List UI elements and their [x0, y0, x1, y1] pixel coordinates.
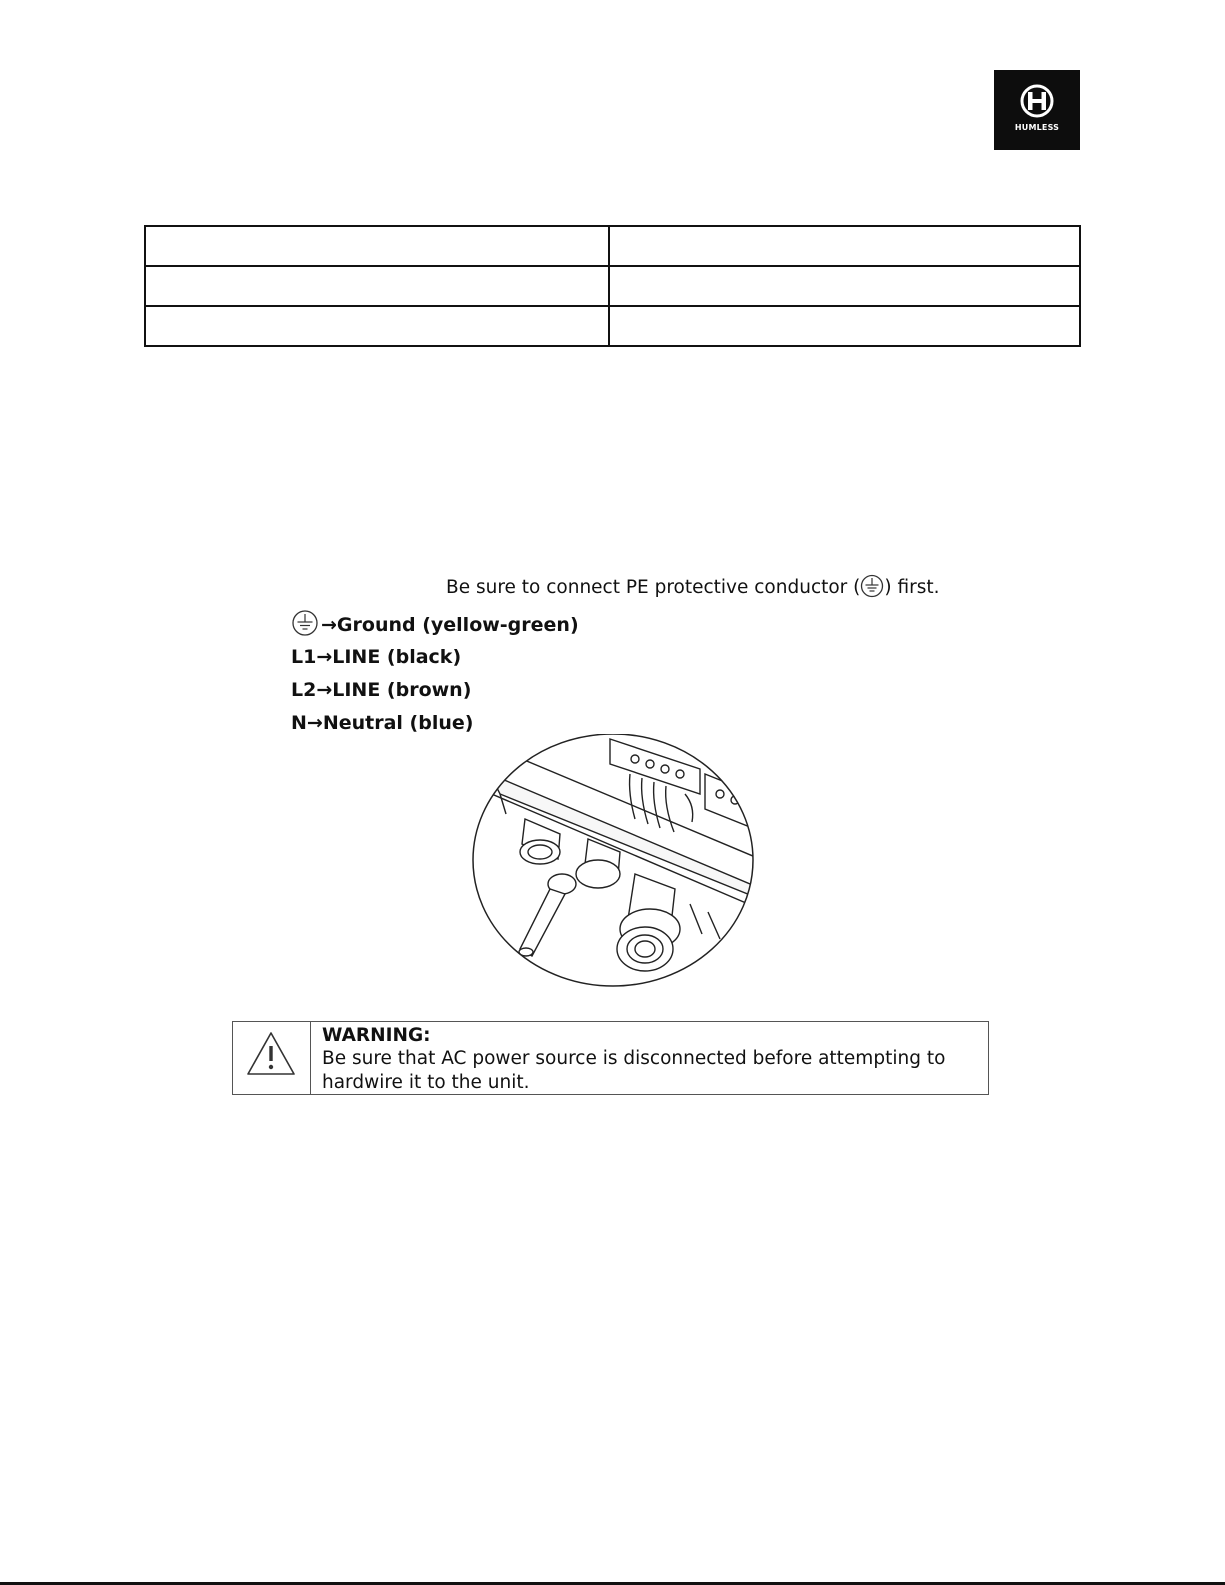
warning-title: WARNING:	[322, 1025, 431, 1046]
table-cell	[145, 226, 609, 266]
wire-l1	[291, 644, 461, 670]
warning-box	[232, 1021, 989, 1095]
wire-arrow: →	[316, 679, 333, 701]
wire-label: Ground (yellow-green)	[336, 614, 579, 636]
humless-logo	[994, 70, 1080, 150]
ground-icon	[860, 574, 884, 598]
warning-body: Be sure that AC power source is disconnected before attempting to hardwire it to the unit.	[322, 1048, 946, 1093]
wire-arrow: →	[321, 614, 337, 636]
spec-table	[144, 225, 1081, 347]
wire-arrow: →	[316, 646, 333, 668]
wiring-illustration	[470, 734, 760, 994]
wire-label: Neutral (blue)	[322, 712, 474, 734]
table-cell	[609, 226, 1080, 266]
humless-h-icon	[994, 70, 1080, 150]
logo-text: HUMLESS	[1014, 123, 1060, 132]
table-cell	[145, 266, 609, 306]
table-cell	[609, 306, 1080, 346]
table-cell	[145, 306, 609, 346]
table-cell	[609, 266, 1080, 306]
pe-instruction-text-after: ) first.	[884, 577, 940, 598]
wire-label: LINE (black)	[332, 646, 462, 668]
wire-terminal: L2	[291, 679, 317, 701]
warning-triangle-icon	[245, 1030, 297, 1078]
wire-n	[291, 710, 473, 736]
table-row	[145, 306, 1080, 346]
wire-l2	[291, 677, 471, 703]
wire-ground	[291, 610, 579, 636]
wire-label: LINE (brown)	[332, 679, 472, 701]
ground-icon	[291, 610, 321, 638]
pe-instruction-text-before: Be sure to connect PE protective conductor (	[446, 577, 861, 598]
wire-terminal: L1	[291, 646, 317, 668]
table-row	[145, 226, 1080, 266]
warning-icon-cell	[233, 1022, 311, 1094]
pe-instruction	[446, 574, 940, 598]
wire-arrow: →	[306, 712, 323, 734]
wire-terminal: N	[291, 712, 307, 734]
table-row	[145, 266, 1080, 306]
